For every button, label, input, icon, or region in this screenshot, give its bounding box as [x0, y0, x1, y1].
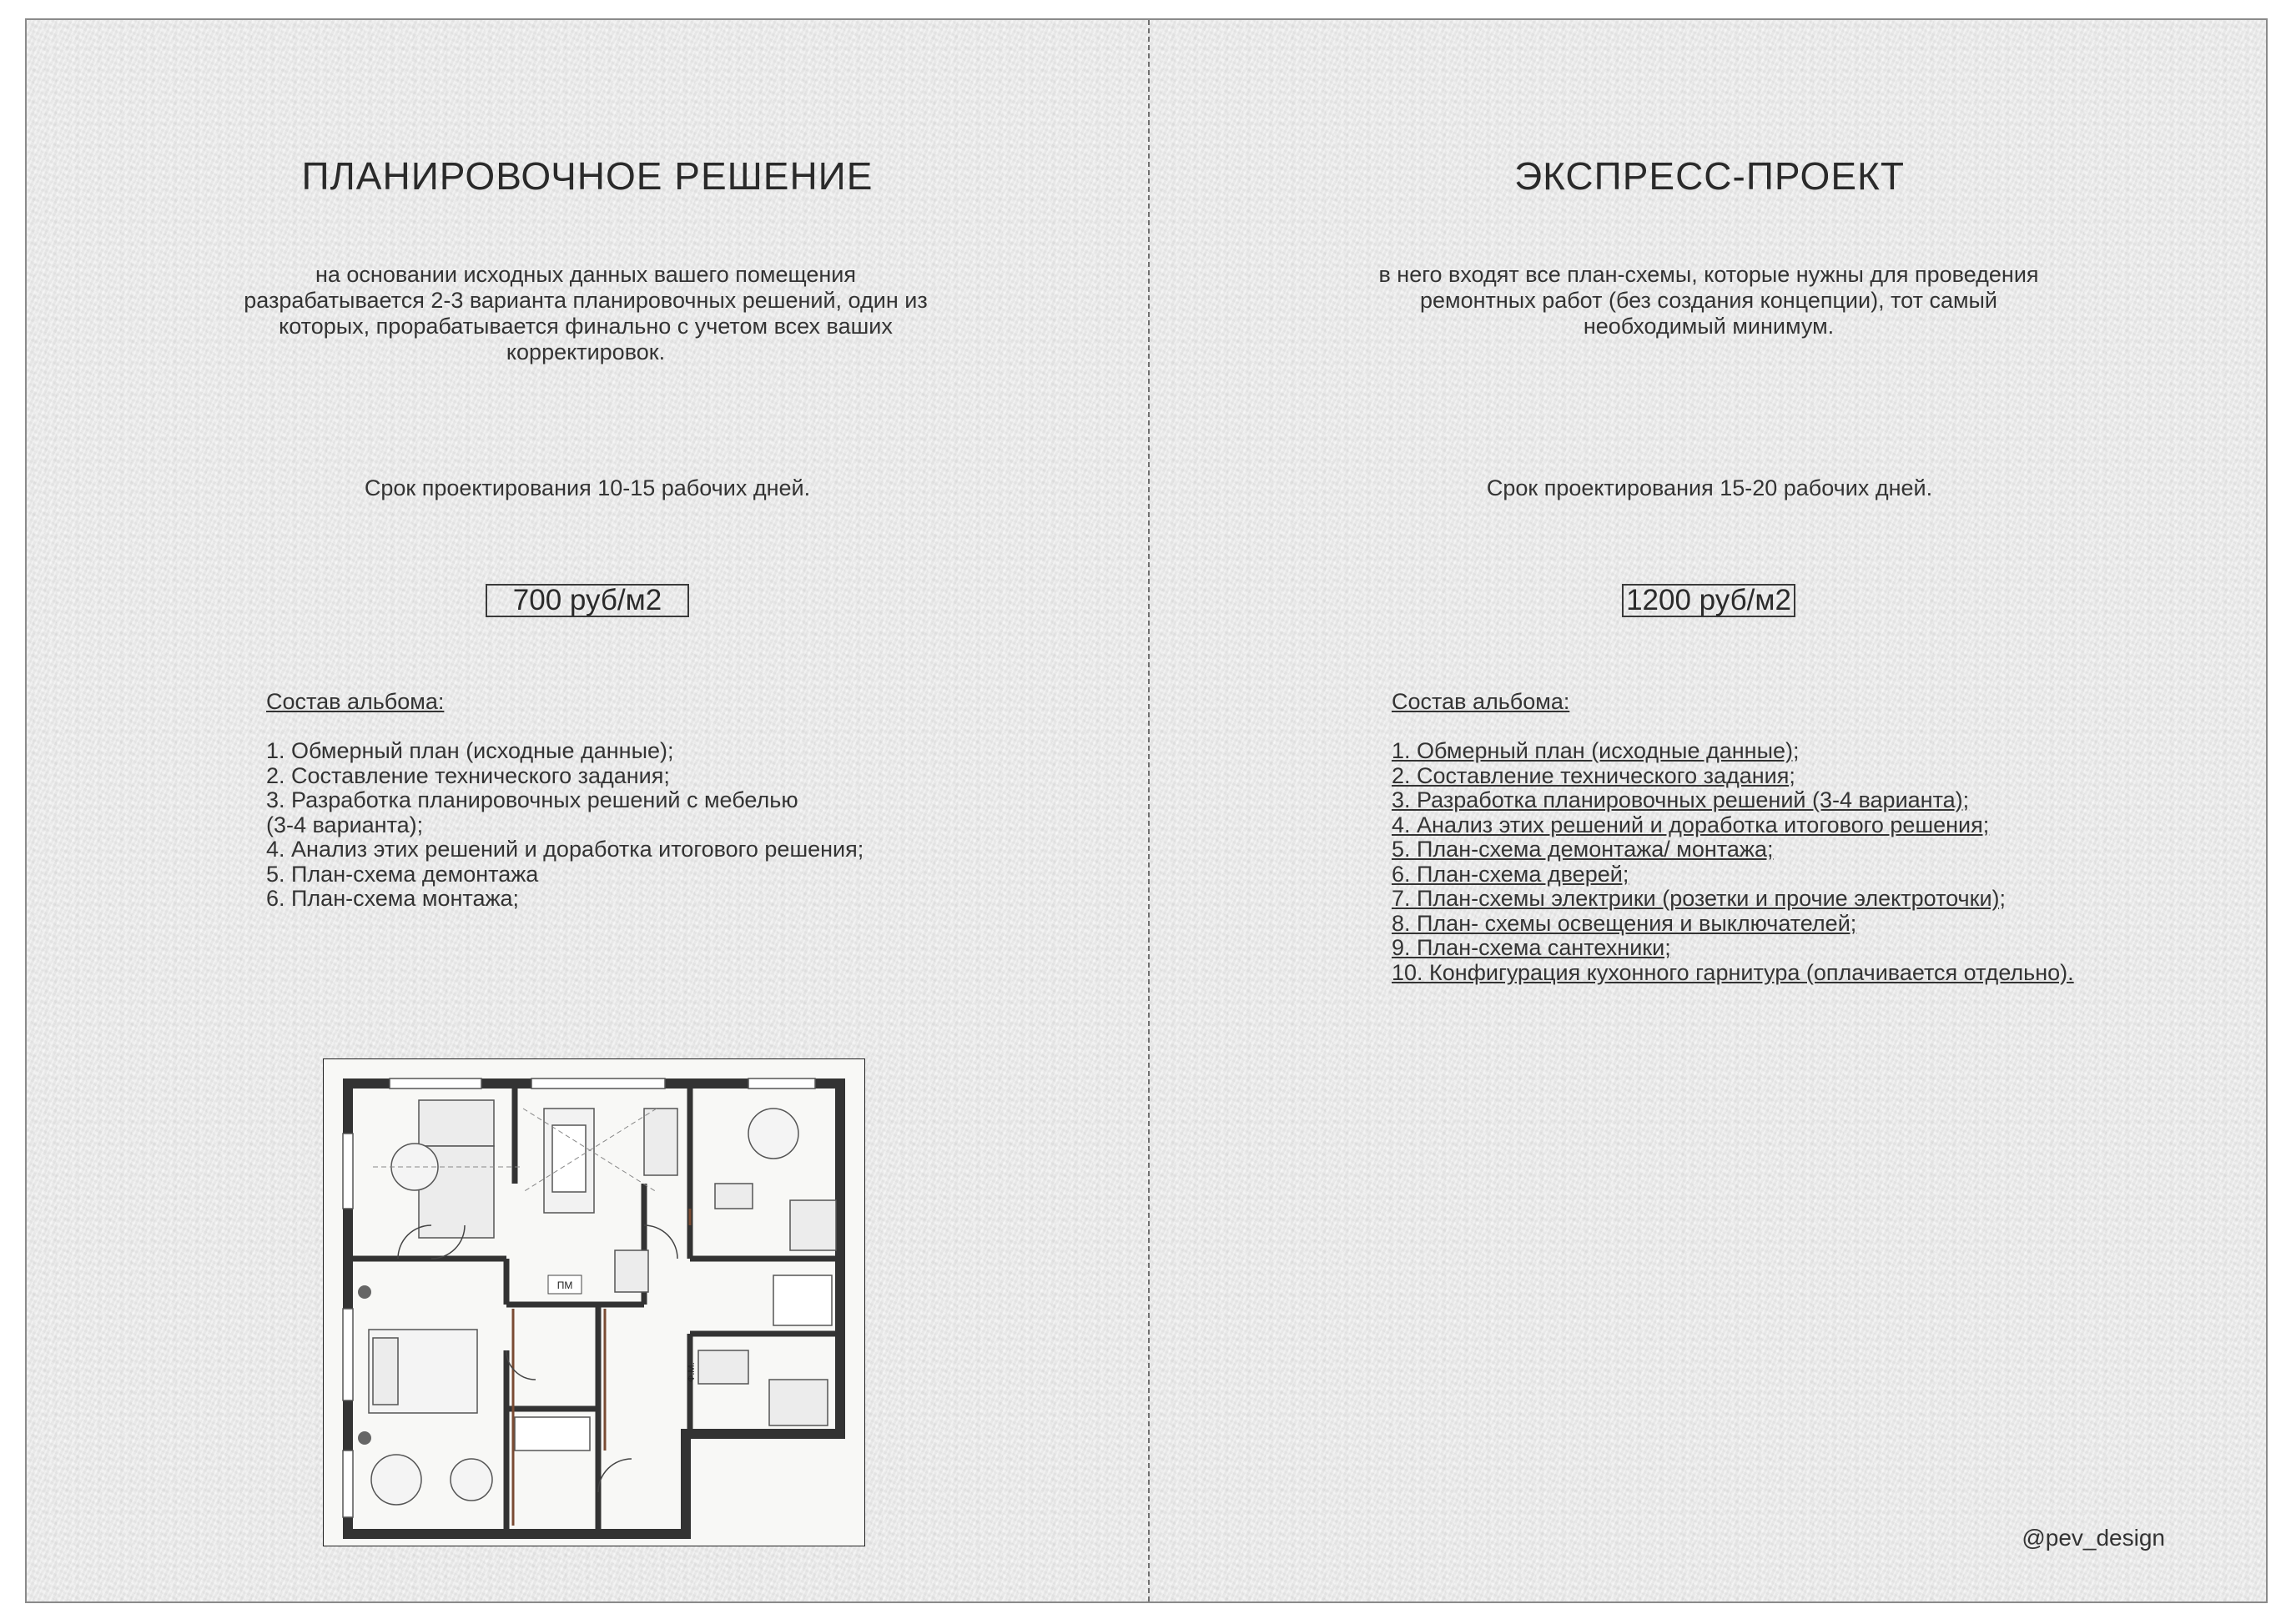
list-item: 9. План-схема сантехники; [1392, 935, 1671, 960]
list-item: 3. Разработка планировочных решений с мебелью [266, 787, 798, 812]
list-item: 2. Составление технического задания; [266, 762, 670, 788]
list-item: 1. Обмерный план (исходные данные); [1392, 738, 1800, 763]
list-item: (3-4 варианта); [266, 812, 424, 837]
list-item: 7. План-схемы электрики (розетки и прочие электроточки); [1392, 886, 2007, 911]
list-item: 6. План-схема дверей; [1392, 861, 1629, 887]
left-contents-title: Состав альбома: [266, 689, 445, 714]
instagram-handle: @pev_design [2022, 1525, 2165, 1551]
right-contents-title: Состав альбома: [1392, 689, 1570, 714]
list-item: 8. План- схемы освещения и выключателей; [1392, 910, 1857, 936]
brochure-sheet [25, 18, 2268, 1603]
left-term: Срок проектирования 10-15 рабочих дней. [364, 475, 811, 500]
list-item: 10. Конфигурация кухонного гарнитура (оплачивается отдельно). [1392, 959, 2074, 985]
list-item: 1. Обмерный план (исходные данные); [266, 738, 674, 763]
plan-label-fm: Ф.М. [687, 1362, 697, 1382]
left-contents-list [266, 739, 917, 912]
plan-label-pm: ПМ [556, 1280, 573, 1291]
right-term: Срок проектирования 15-20 рабочих дней. [1486, 475, 1933, 500]
left-description: на основании исходных данных вашего помещения разрабатывается 2-3 варианта планировочных решений, один из которых, прорабатывается финально с учетом всех ваших корректировок. [244, 262, 928, 365]
floor-plan-image [323, 1058, 865, 1546]
list-item: 4. Анализ этих решений и доработка итогового решения; [266, 837, 864, 862]
left-title: ПЛАНИРОВОЧНОЕ РЕШЕНИЕ [301, 154, 874, 198]
left-page [27, 20, 1148, 1601]
right-price-box: 1200 руб/м2 [1622, 584, 1795, 617]
list-item: 2. Составление технического задания; [1392, 762, 1795, 788]
right-contents-list [1392, 739, 2143, 985]
list-item: 6. План-схема монтажа; [266, 886, 520, 911]
list-item: 5. План-схема демонтажа [266, 861, 539, 887]
right-description: в него входят все план-схемы, которые нужны для проведения ремонтных работ (без создания концепции), тот самый необходимый минимум. [1378, 262, 2039, 339]
right-page [1150, 20, 2269, 1601]
list-item: 4. Анализ этих решений и доработка итогового решения; [1392, 812, 1990, 837]
left-price-box: 700 руб/м2 [486, 584, 689, 617]
right-title: ЭКСПРЕСС-ПРОЕКТ [1514, 154, 1905, 198]
list-item: 5. План-схема демонтажа/ монтажа; [1392, 837, 1774, 862]
list-item: 3. Разработка планировочных решений (3-4 варианта); [1392, 787, 1970, 812]
